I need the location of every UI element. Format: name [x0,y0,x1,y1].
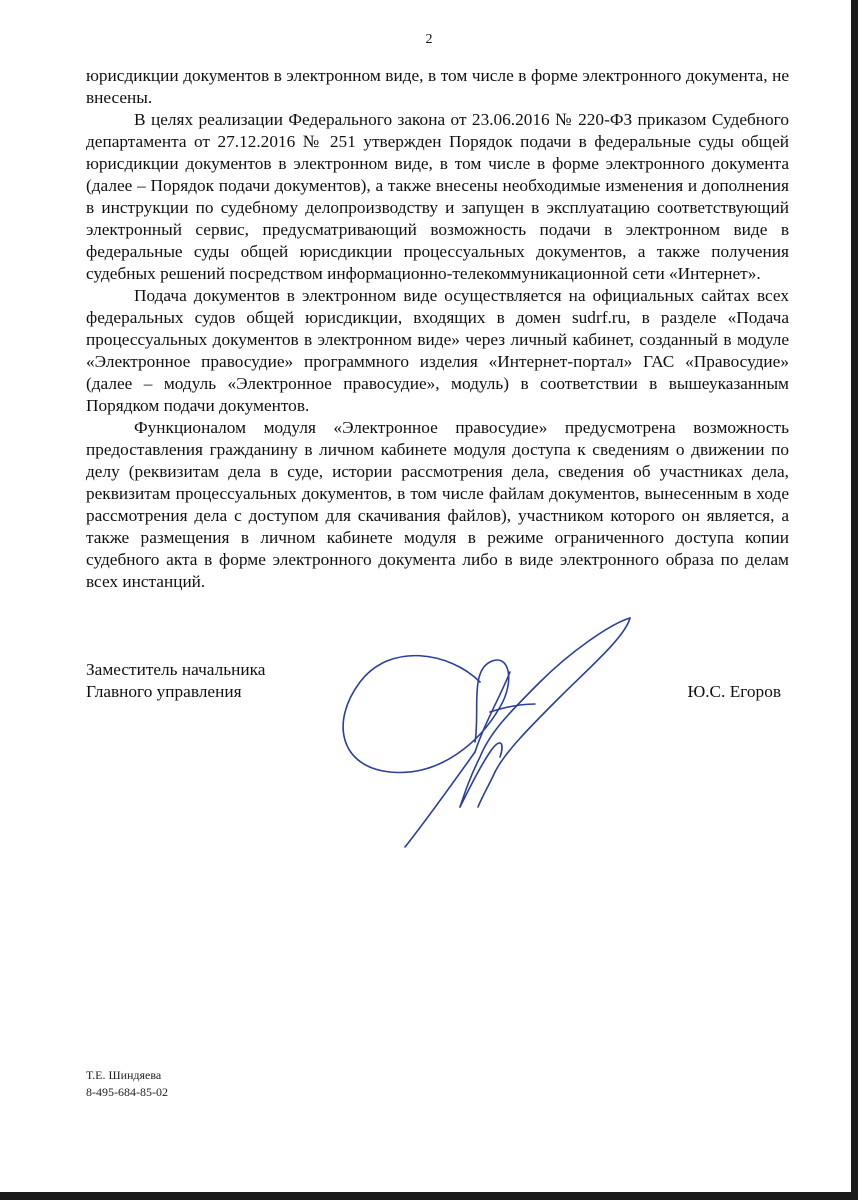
screen-border-right [851,0,858,1200]
signatory-position-line: Заместитель начальника [86,660,266,679]
page-number: 2 [425,32,433,47]
executor-name: Т.Е. Шиндяева [86,1068,162,1082]
executor-phone: 8-495-684-85-02 [86,1085,168,1099]
handwritten-signature [330,612,650,862]
paragraph: В целях реализации Федерального закона от 23.06.2016 № 220-ФЗ приказом Судебного департамента от 27.12.2016 № 251 утвержден Порядок подачи в федеральные суды общей юрисдикции документов в электронном виде, в том числе в форме электронного документа (далее – Порядок подачи документов), а также внесены необходимые изменения и дополнения в инструкции по судебному делопроизводству и запущен в эксплуатацию соответствующий электронный сервис, предусматривающий возможность подачи в электронном виде в федеральные суды общей юрисдикции процессуальных документов, а также получения судебных решений посредством информационно-телекоммуникационной сети «Интернет». [86,110,789,283]
signatory-position-line: Главного управления [86,682,242,701]
executor-info [86,1067,168,1101]
paragraph: Функционалом модуля «Электронное правосудие» предусмотрена возможность предоставления гражданину в личном кабинете модуля доступа к сведениям о движении по делу (реквизитам дела в суде, истории рассмотрения дела, сведения об участниках дела, реквизитам процессуальных документов, в том числе файлам документов, вынесенным в ходе рассмотрения дела с доступом для скачивания файлов), участником которого он является, а также размещения в личном кабинете модуля в режиме ограниченного доступа копии судебного акта в форме электронного документа либо в виде электронного образа по делам всех инстанций. [86,418,789,591]
paragraph: юрисдикции документов в электронном виде, в том числе в форме электронного документа, не внесены. [86,66,789,107]
paragraph: Подача документов в электронном виде осуществляется на официальных сайтах всех федеральных судов общей юрисдикции, входящих в домен sudrf.ru, в разделе «Подача процессуальных документов в электронном виде» через личный кабинет, созданный в модуле «Электронное правосудие» программного изделия «Интернет-портал» ГАС «Правосудие» (далее – модуль «Электронное правосудие», модуль) в соответствии в вышеуказанным Порядком подачи документов. [86,286,789,415]
signatory-name: Ю.С. Егоров [687,682,781,701]
screen-border-bottom [0,1192,858,1200]
letter-body [86,65,789,593]
signatory-position [86,659,265,703]
